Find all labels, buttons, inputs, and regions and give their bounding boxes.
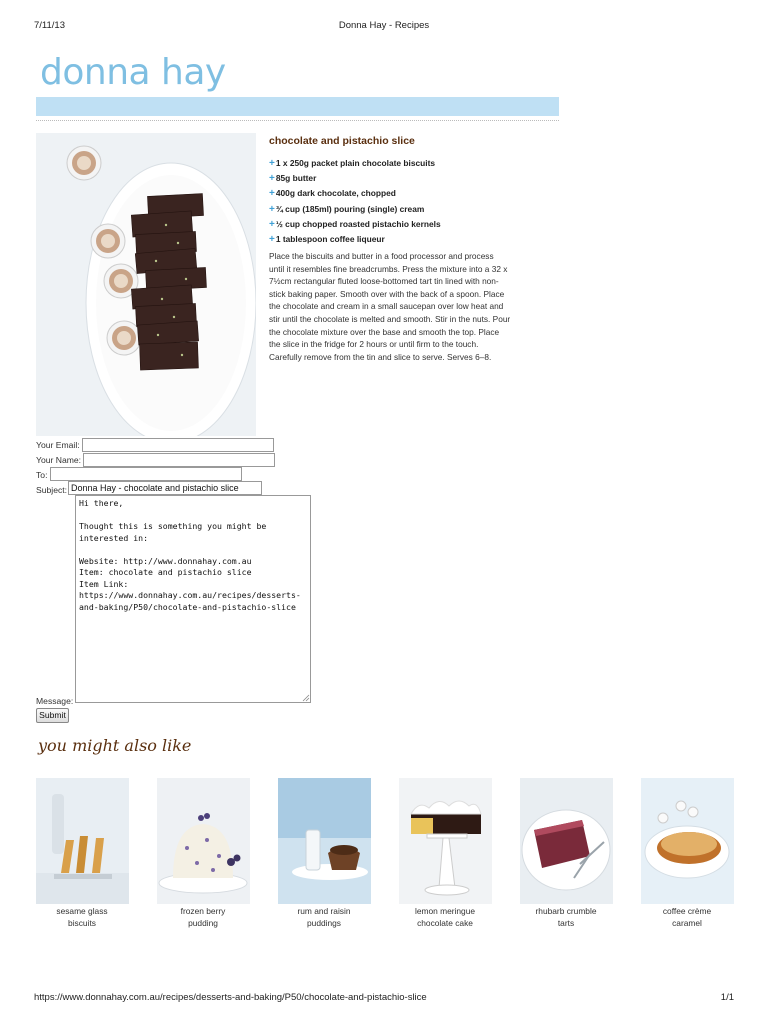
plus-icon: + bbox=[269, 173, 275, 185]
resize-grip-icon[interactable] bbox=[302, 694, 310, 702]
recipe-photo bbox=[36, 133, 256, 436]
email-label: Your Email: bbox=[36, 440, 80, 450]
recipe-title: chocolate and pistachio slice bbox=[269, 135, 415, 147]
related-caption[interactable]: lemon meringue chocolate cake bbox=[414, 906, 476, 928]
plus-icon: + bbox=[269, 203, 275, 215]
plus-icon: + bbox=[269, 188, 275, 200]
to-label: To: bbox=[36, 470, 48, 480]
related-thumb-coffee-creme-caramel[interactable] bbox=[641, 778, 734, 904]
print-date: 7/11/13 bbox=[34, 20, 65, 31]
name-label: Your Name: bbox=[36, 455, 82, 465]
print-header bbox=[34, 20, 734, 34]
ingredient-item: +85g butter bbox=[269, 173, 317, 185]
print-title: Donna Hay - Recipes bbox=[338, 20, 430, 31]
ingredient-item: +½ cup chopped roasted pistachio kernels bbox=[269, 218, 441, 230]
subject-label: Subject: bbox=[36, 485, 68, 495]
subject-field[interactable]: Donna Hay - chocolate and pistachio slice bbox=[68, 481, 262, 495]
ingredient-item: +1 x 250g packet plain chocolate biscuits bbox=[269, 158, 436, 169]
recipe-method: Place the biscuits and butter in a food processor and process until it resembles fine breadcrumbs. Press the mixture into a 32 x 7½cm rectangular fluted loose-bottomed tart tin lined with non-stick baking paper. Smooth over with the back of a spoon. Place the chocolate and cream in a small saucepan over low heat and stir until the chocolate is melted and smooth. Stir in the nuts. Pour the chocolate mixture over the base and smooth the top. Place the slice in the fridge for 2 hours or until firm to the touch. Carefully remove from the tin and slice to serve. Serves 6–8. bbox=[269, 251, 511, 362]
message-textarea[interactable]: Hi there, Thought this is something you might be interested in: Website: http://www.donnahay.com.au Item: chocolate and pistachio slice Item Link: https://www.donnahay.com.au/recipes/desserts-and-baking/P50/chocolate-and-pistachio-slice bbox=[75, 495, 311, 703]
related-thumb-rhubarb-crumble-tarts[interactable] bbox=[520, 778, 613, 904]
related-caption[interactable]: sesame glass biscuits bbox=[56, 906, 108, 928]
ingredient-item: +1 tablespoon coffee liqueur bbox=[269, 233, 385, 245]
ingredient-item: +¾ cup (185ml) pouring (single) cream bbox=[269, 203, 425, 215]
name-field[interactable] bbox=[83, 453, 275, 467]
plus-icon: + bbox=[269, 158, 275, 169]
related-caption[interactable]: rhubarb crumble tarts bbox=[535, 906, 597, 928]
print-url: https://www.donnahay.com.au/recipes/desserts-and-baking/P50/chocolate-and-pistachio-slice bbox=[34, 992, 427, 1003]
header-banner bbox=[36, 97, 559, 116]
ingredient-item: +400g dark chocolate, chopped bbox=[269, 188, 396, 200]
related-thumb-frozen-berry-pudding[interactable] bbox=[157, 778, 250, 904]
related-thumb-lemon-meringue-chocolate-cake[interactable] bbox=[399, 778, 492, 904]
related-caption[interactable]: frozen berry pudding bbox=[180, 906, 226, 928]
related-thumb-sesame-glass-biscuits[interactable] bbox=[36, 778, 129, 904]
print-footer bbox=[34, 992, 734, 1006]
related-thumb-rum-and-raisin-puddings[interactable] bbox=[278, 778, 371, 904]
related-heading: you might also like bbox=[38, 736, 192, 755]
to-field[interactable] bbox=[50, 467, 242, 481]
print-page-number: 1/1 bbox=[720, 992, 734, 1003]
plus-icon: + bbox=[269, 233, 275, 245]
plus-icon: + bbox=[269, 218, 275, 230]
submit-button[interactable]: Submit bbox=[36, 708, 69, 723]
email-field[interactable] bbox=[82, 438, 274, 452]
divider bbox=[36, 120, 559, 121]
site-logo[interactable]: donna hay bbox=[40, 52, 226, 93]
message-label: Message: bbox=[36, 696, 74, 706]
related-caption[interactable]: coffee crème caramel bbox=[662, 906, 712, 928]
related-caption[interactable]: rum and raisin puddings bbox=[297, 906, 351, 928]
ingredient-list bbox=[269, 156, 519, 247]
